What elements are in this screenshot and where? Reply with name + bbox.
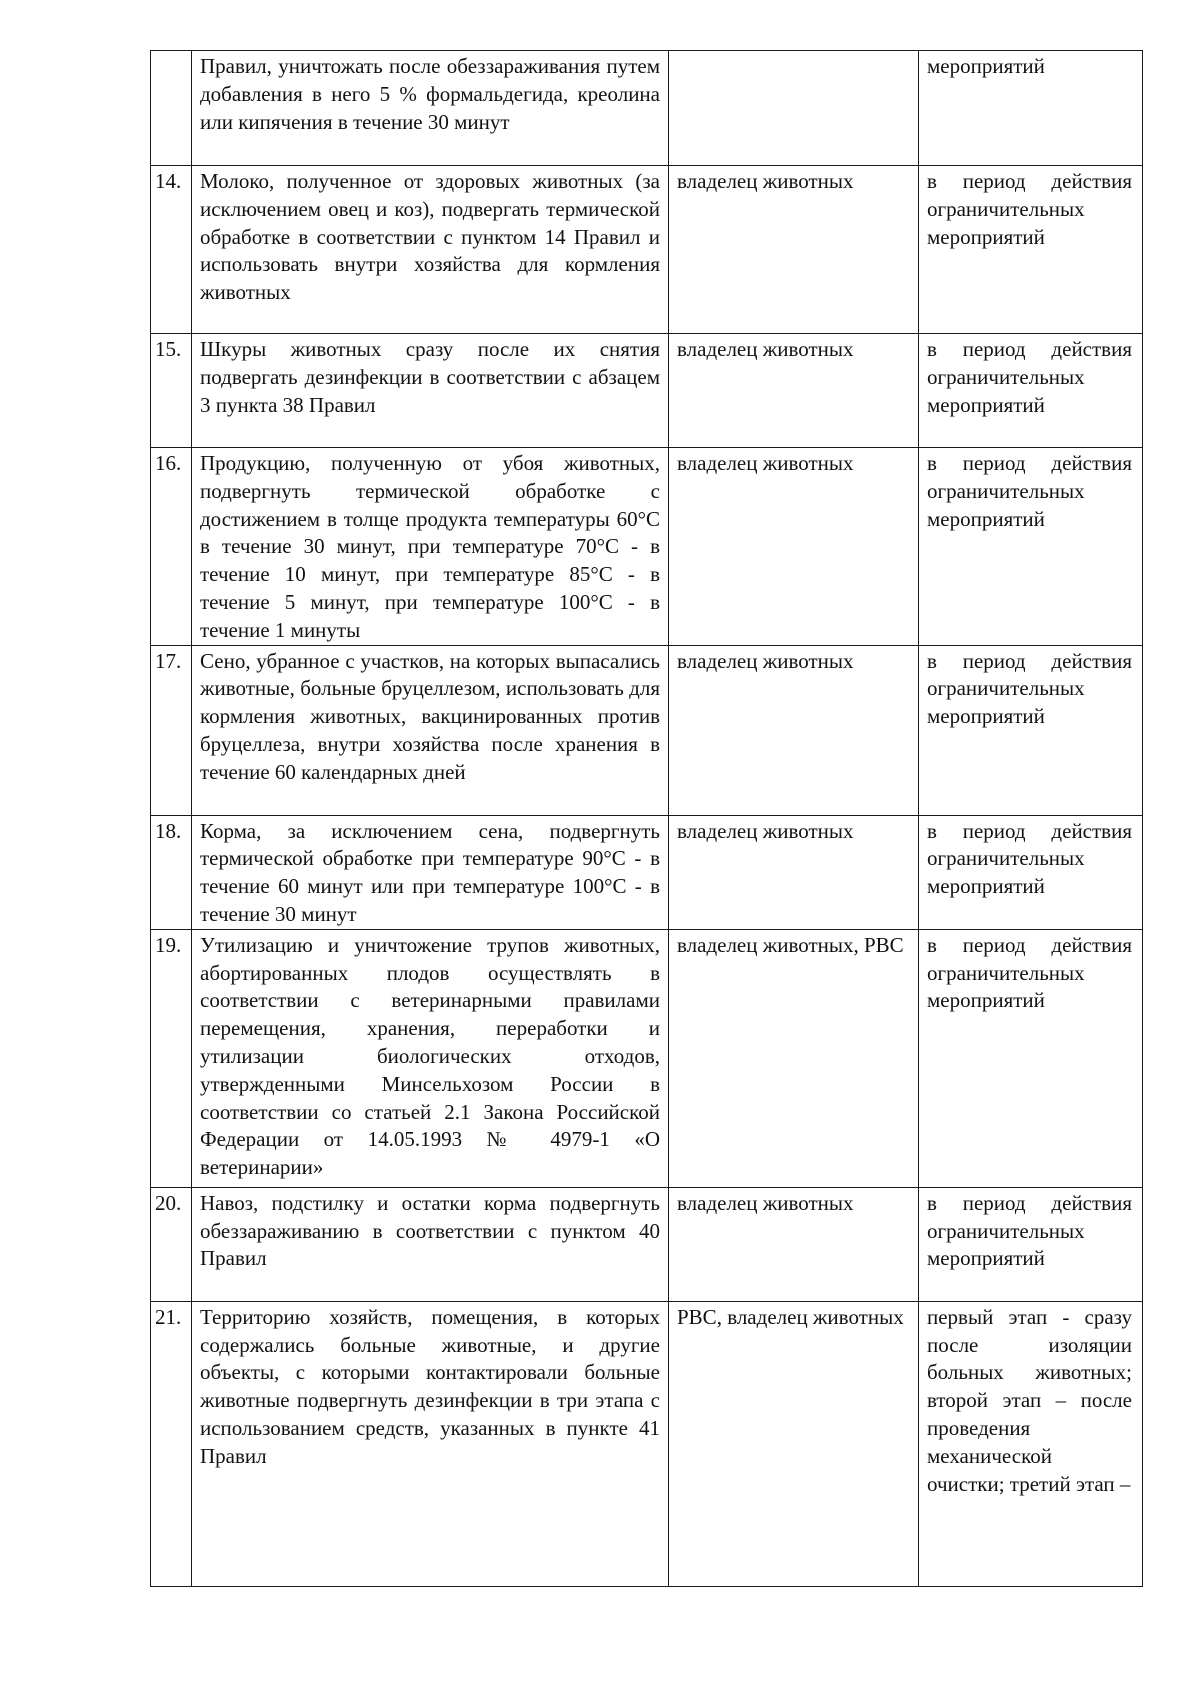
action-cell: Правил, уничтожать после обеззараживания путем добавления в него 5 % формальдегида, креолина или кипячения в течение 30 минут xyxy=(192,51,669,166)
row-number: 15. xyxy=(151,334,192,448)
measures-table xyxy=(150,50,1143,1587)
table-row xyxy=(151,166,1143,334)
table-row xyxy=(151,929,1143,1187)
deadline-cell: в период действия ограничительных мероприятий xyxy=(919,815,1143,929)
responsible-cell: владелец животных xyxy=(669,334,919,448)
action-cell: Навоз, подстилку и остатки корма подвергнуть обеззараживанию в соответствии с пунктом 40 Правил xyxy=(192,1187,669,1301)
table-row xyxy=(151,448,1143,646)
deadline-cell: в период действия ограничительных мероприятий xyxy=(919,929,1143,1187)
deadline-cell: в период действия ограничительных мероприятий xyxy=(919,166,1143,334)
row-number: 19. xyxy=(151,929,192,1187)
responsible-cell: владелец животных xyxy=(669,448,919,646)
action-cell: Корма, за исключением сена, подвергнуть термической обработке при температуре 90°С - в течение 60 минут или при температуре 100°С - в течение 30 минут xyxy=(192,815,669,929)
action-cell: Молоко, полученное от здоровых животных (за исключением овец и коз), подвергать термической обработке в соответствии с пунктом 14 Правил и использовать внутри хозяйства для кормления животных xyxy=(192,166,669,334)
deadline-cell: в период действия ограничительных мероприятий xyxy=(919,1187,1143,1301)
row-number: 14. xyxy=(151,166,192,334)
table-row xyxy=(151,1301,1143,1586)
action-cell: Территорию хозяйств, помещения, в которых содержались больные животные, и другие объекты, с которыми контактировали больные животные подвергнуть дезинфекции в три этапа с использованием средств, указанных в пункте 41 Правил xyxy=(192,1301,669,1586)
table-row xyxy=(151,1187,1143,1301)
deadline-cell: в период действия ограничительных мероприятий xyxy=(919,334,1143,448)
responsible-cell: владелец животных, РВС xyxy=(669,929,919,1187)
row-number xyxy=(151,51,192,166)
row-number: 18. xyxy=(151,815,192,929)
responsible-cell: РВС, владелец животных xyxy=(669,1301,919,1586)
deadline-cell: мероприятий xyxy=(919,51,1143,166)
deadline-cell: в период действия ограничительных мероприятий xyxy=(919,448,1143,646)
row-number: 21. xyxy=(151,1301,192,1586)
responsible-cell: владелец животных xyxy=(669,166,919,334)
responsible-cell xyxy=(669,51,919,166)
table-row xyxy=(151,51,1143,166)
responsible-cell: владелец животных xyxy=(669,815,919,929)
action-cell: Шкуры животных сразу после их снятия подвергать дезинфекции в соответствии с абзацем 3 пункта 38 Правил xyxy=(192,334,669,448)
table-row xyxy=(151,645,1143,815)
deadline-cell: в период действия ограничительных мероприятий xyxy=(919,645,1143,815)
row-number: 17. xyxy=(151,645,192,815)
deadline-cell: первый этап - сразу после изоляции больных животных; второй этап – после проведения механической очистки; третий этап – xyxy=(919,1301,1143,1586)
row-number: 20. xyxy=(151,1187,192,1301)
action-cell: Сено, убранное с участков, на которых выпасались животные, больные бруцеллезом, использовать для кормления животных, вакцинированных против бруцеллеза, внутри хозяйства после хранения в течение 60 календарных дней xyxy=(192,645,669,815)
table-row xyxy=(151,815,1143,929)
action-cell: Продукцию, полученную от убоя животных, подвергнуть термической обработке с достижением в толще продукта температуры 60°С в течение 30 минут, при температуре 70°С - в течение 10 минут, при температуре 85°С - в течение 5 минут, при температуре 100°С - в течение 1 минуты xyxy=(192,448,669,646)
row-number: 16. xyxy=(151,448,192,646)
action-cell: Утилизацию и уничтожение трупов животных, абортированных плодов осуществлять в соответствии с ветеринарными правилами перемещения, хранения, переработки и утилизации биологических отходов, утвержденными Минсельхозом России в соответствии со статьей 2.1 Закона Российской Федерации от 14.05.1993 № 4979-1 «О ветеринарии» xyxy=(192,929,669,1187)
responsible-cell: владелец животных xyxy=(669,1187,919,1301)
table-row xyxy=(151,334,1143,448)
responsible-cell: владелец животных xyxy=(669,645,919,815)
